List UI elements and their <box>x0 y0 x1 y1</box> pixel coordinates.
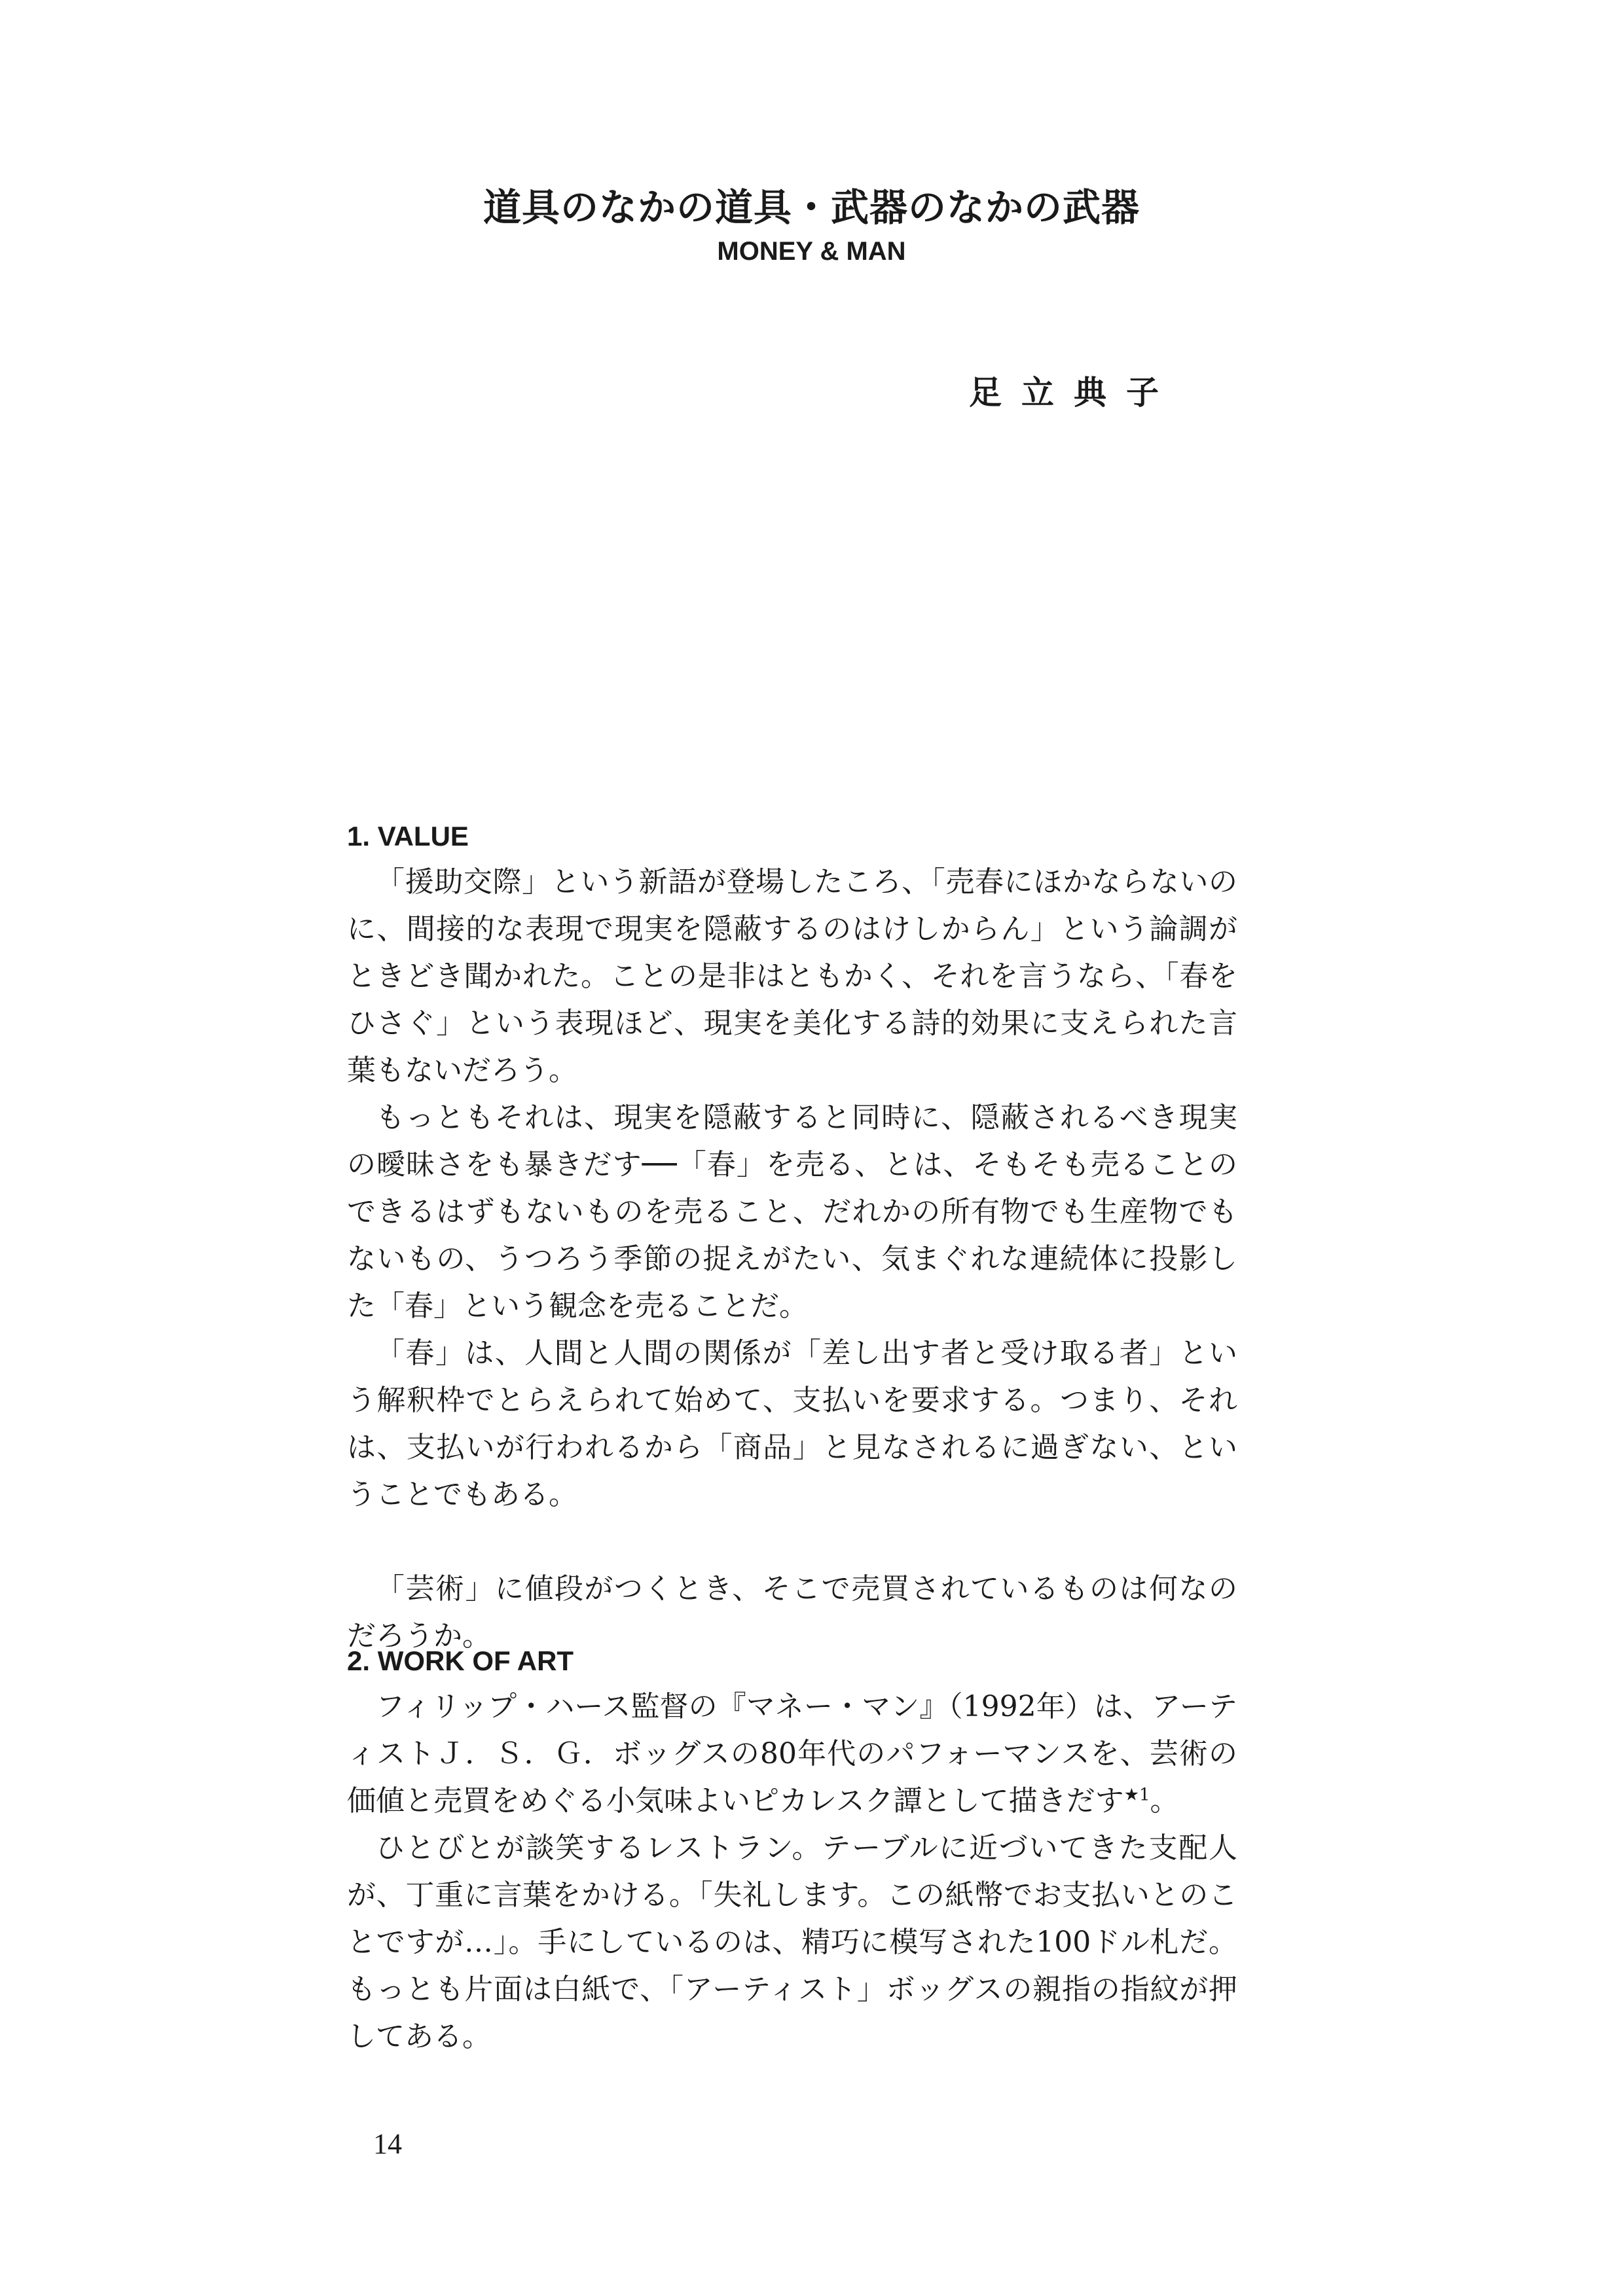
paragraph: もっともそれは、現実を隠蔽すると同時に、隠蔽されるべき現実の曖昧さをも暴きだす──「春」を売る、とは、そもそも売ることのできるはずもないものを売ること、だれかの所有物でも生産物でもないもの、うつろう季節の捉えがたい、気まぐれな連続体に投影した「春」という観念を売ることだ。 <box>347 1101 1237 1323</box>
paragraph-end: 。 <box>1150 1784 1179 1818</box>
paragraph: 「援助交際」という新語が登場したころ、「売春にほかならないのに、間接的な表現で現実を隠蔽するのはけしからん」という論調がときどき聞かれた。ことの是非はともかく、それを言うなら、「春をひさぐ」という表現ほど、現実を美化する詩的効果に支えられた言葉もないだろう。 <box>347 865 1237 1087</box>
section-value <box>347 818 1237 1660</box>
paragraph: 「芸術」に値段がつくとき、そこで売買されているものは何なのだろうか。 <box>347 1572 1237 1653</box>
paragraph <box>347 1683 1237 1825</box>
paragraph-text: フィリップ・ハース監督の『マネー・マン』（1992年）は、アーティストＪ．Ｓ．Ｇ．ボッグスの80年代のパフォーマンスを、芸術の価値と売買をめぐる小気味よいピカレスク譚として描きだす <box>347 1690 1237 1818</box>
section-heading: 2. WORK OF ART <box>347 1645 574 1676</box>
author-name: 足立典子 <box>969 374 1178 412</box>
paragraph: ひとびとが談笑するレストラン。テーブルに近づいてきた支配人が、丁重に言葉をかける。「失礼します。この紙幣でお支払いとのことですが…」。手にしているのは、精巧に模写された100ドル札だ。もっとも片面は白紙で、「アーティスト」ボッグスの親指の指紋が押してある。 <box>347 1831 1237 2053</box>
page-number: 14 <box>373 2128 402 2160</box>
section-heading: 1. VALUE <box>347 821 469 852</box>
article-subtitle: MONEY & MAN <box>717 237 906 266</box>
paragraph: 「春」は、人間と人間の関係が「差し出す者と受け取る者」という解釈枠でとらえられて始めて、支払いを要求する。つまり、それは、支払いが行われるから「商品」と見なされるに過ぎない、ということでもある。 <box>347 1336 1237 1511</box>
footnote-marker[interactable]: ★1 <box>1123 1785 1150 1805</box>
section-work-of-art <box>347 1643 1237 2060</box>
article-title: 道具のなかの道具・武器のなかの武器 <box>483 185 1140 230</box>
